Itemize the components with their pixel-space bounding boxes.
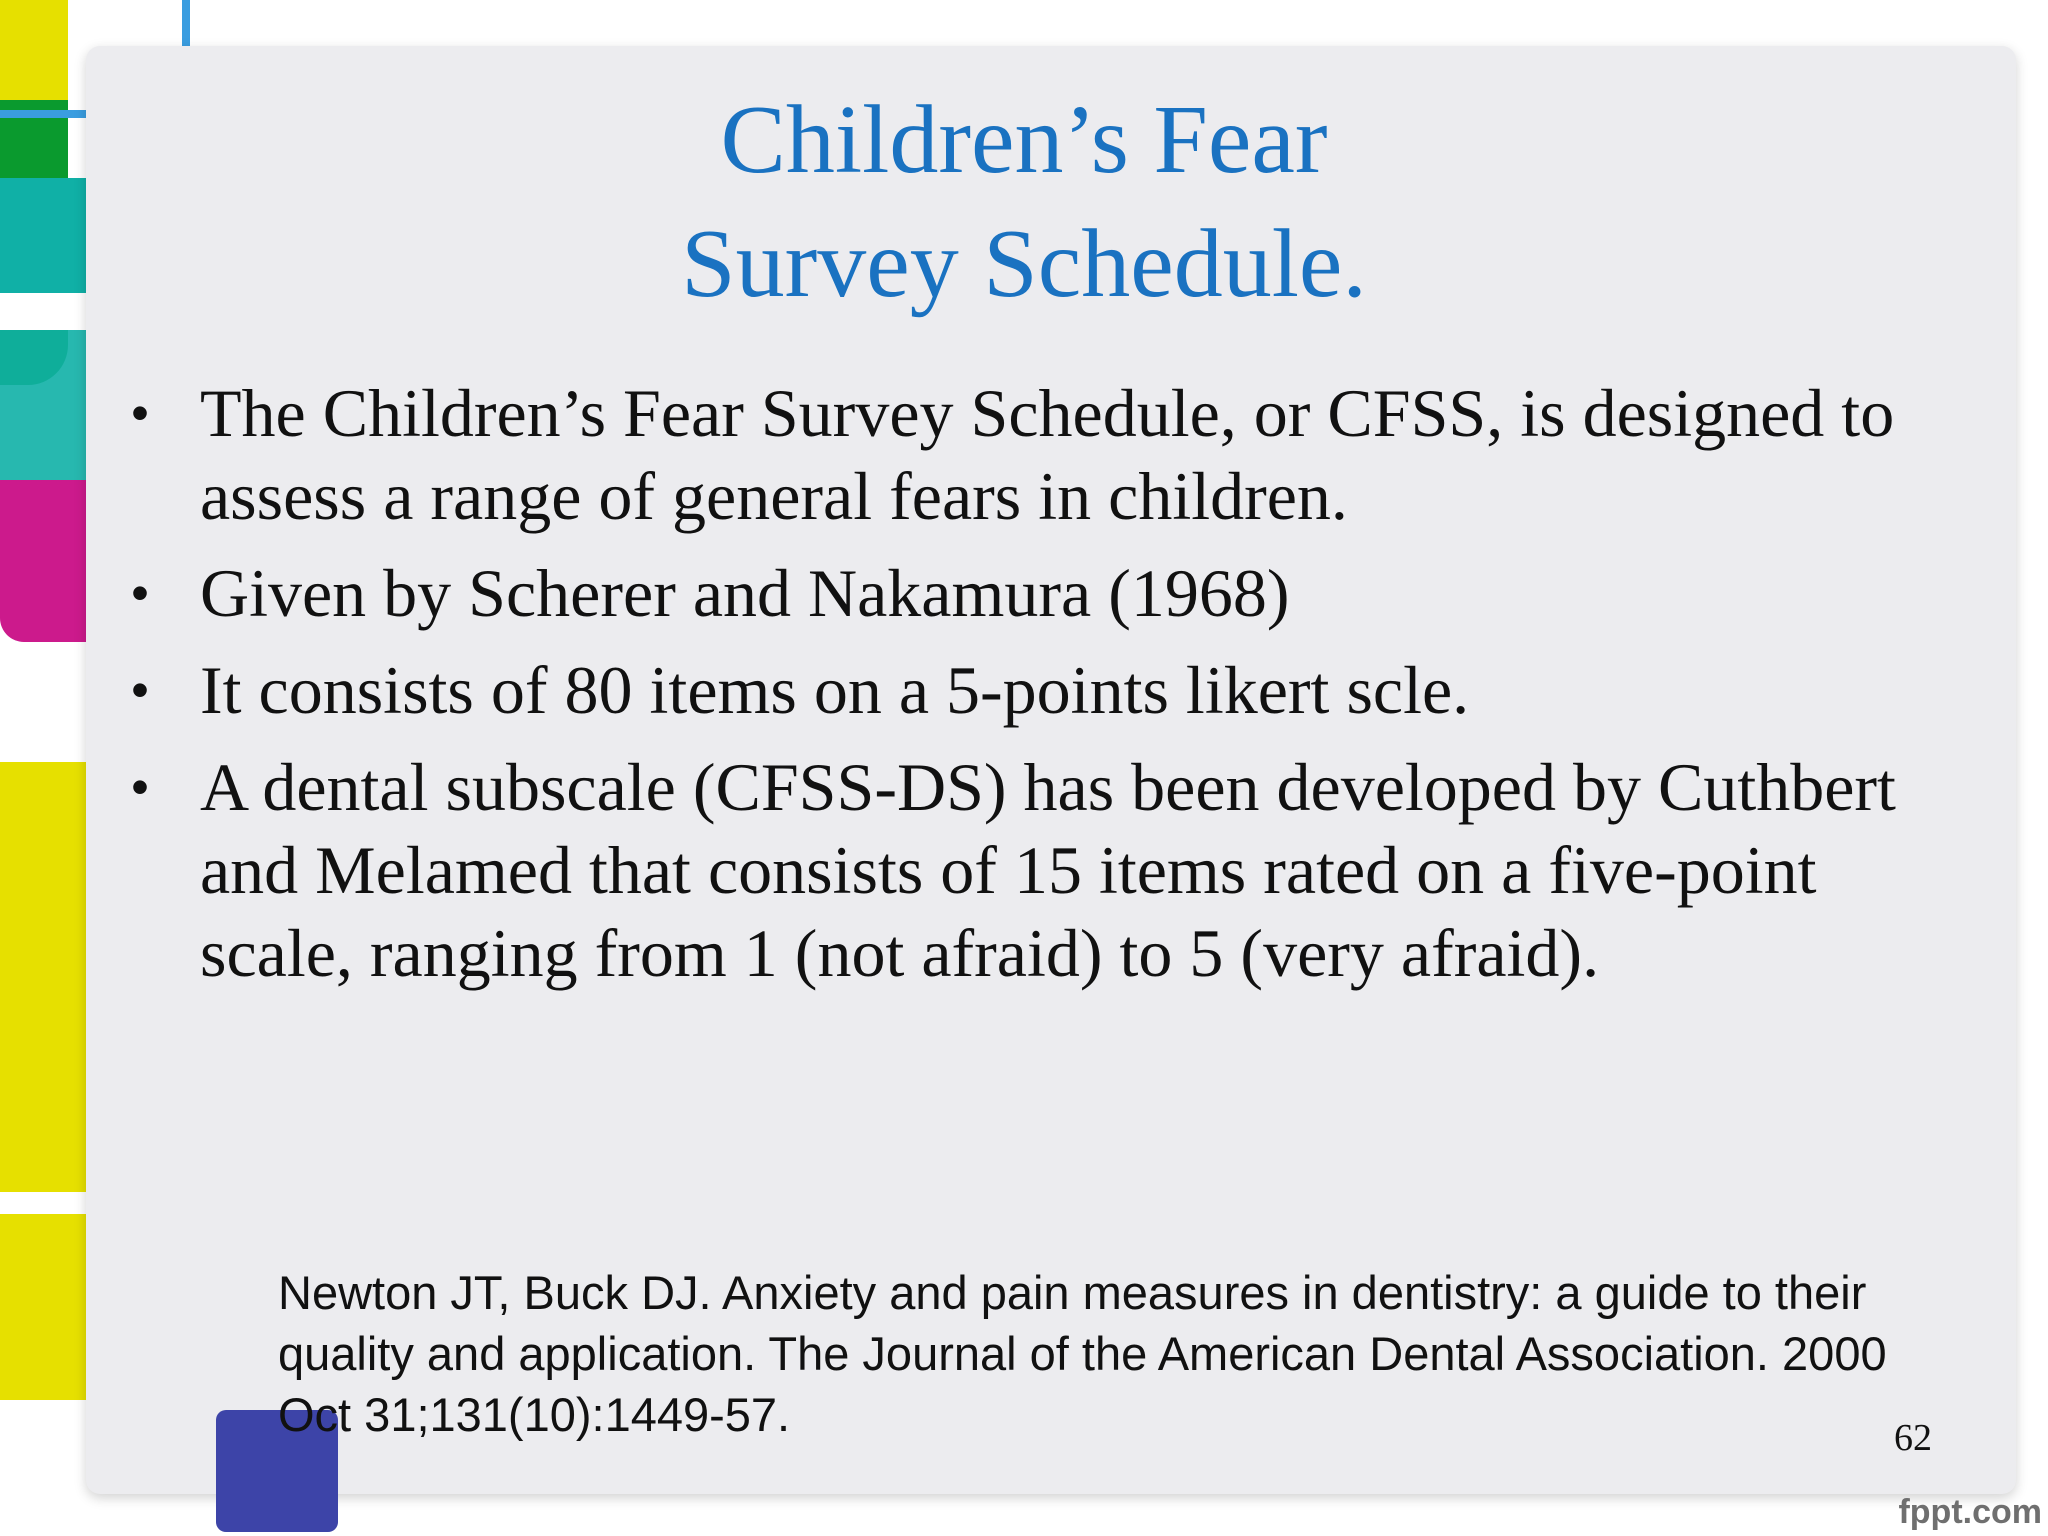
bullet-dot: • [131,662,149,718]
bullet-text: Given by Scherer and Nakamura (1968) [200,555,1290,631]
bullet-text: It consists of 80 items on a 5-points likert scle. [200,652,1470,728]
bullet-dot: • [131,565,149,621]
watermark: fppt.com [1898,1493,2042,1531]
bullet-list [120,372,1940,1009]
title-line-2: Survey Schedule. [681,210,1367,318]
title-line-1: Children’s Fear [720,86,1328,194]
bullet-text: The Children’s Fear Survey Schedule, or CFSS, is designed to assess a range of general fears in children. [200,375,1895,534]
bullet-text: A dental subscale (CFSS-DS) has been developed by Cuthbert and Melamed that consists of 15 items rated on a five-point scale, ranging from 1 (not afraid) to 5 (very afraid). [200,749,1896,991]
page-number: 62 [1894,1417,1932,1459]
slide-title [0,78,2048,326]
reference-citation: Newton JT, Buck DJ. Anxiety and pain measures in dentistry: a guide to their quality and application. The Journal of the American Dental Association. 2000 Oct 31;131(10):1449-57. [278,1266,1887,1441]
bullet-dot: • [131,385,149,441]
bullet-item [120,552,1940,635]
bullet-item [120,649,1940,732]
bullet-item [120,746,1940,995]
bullet-dot: • [131,759,149,815]
bullet-item [120,372,1940,538]
